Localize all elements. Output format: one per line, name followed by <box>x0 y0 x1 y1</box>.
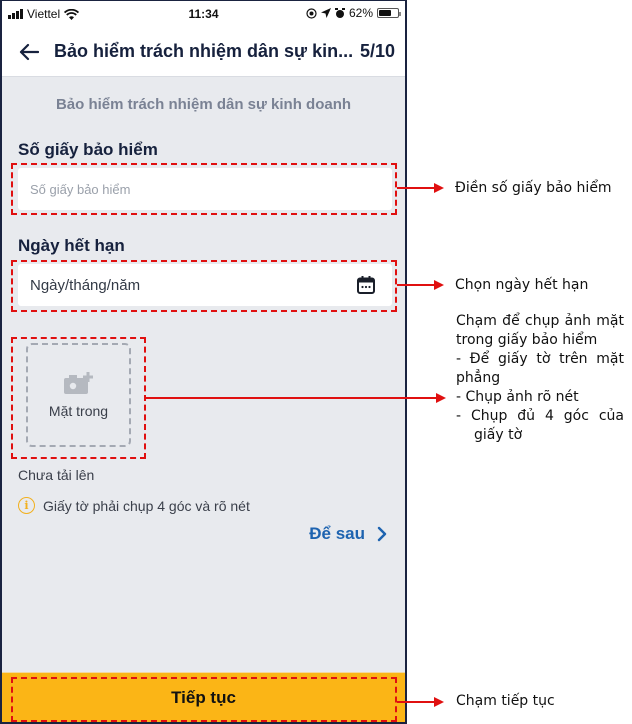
arrow-head-icon <box>436 393 446 403</box>
battery-icon <box>377 8 399 18</box>
later-label: Để sau <box>309 524 365 543</box>
arrow-line <box>397 187 435 189</box>
step-counter: 5/10 <box>359 41 395 61</box>
annotation-policy-number: Điền số giấy bảo hiểm <box>455 180 612 196</box>
camera-add-icon <box>63 371 95 395</box>
lock-rotation-icon <box>306 8 317 19</box>
expiry-date-field[interactable] <box>18 264 392 306</box>
policy-number-field[interactable] <box>18 168 392 210</box>
policy-number-input[interactable] <box>30 181 392 197</box>
arrow-line <box>397 284 435 286</box>
arrow-left-icon <box>19 43 39 61</box>
chevron-right-icon <box>377 526 387 542</box>
calendar-icon[interactable] <box>356 275 376 295</box>
expiry-date-label: Ngày hết hạn <box>18 236 125 255</box>
annotation-upload-line: - Chụp đủ 4 góc của giấy tờ <box>456 408 624 443</box>
annotation-expiry-date: Chọn ngày hết hạn <box>455 277 589 293</box>
arrow-line <box>397 701 435 703</box>
annotation-upload <box>456 312 624 445</box>
battery-percent: 62% <box>348 6 373 20</box>
status-time: 11:34 <box>188 7 219 21</box>
later-button[interactable] <box>309 524 387 544</box>
hint-text: Giấy tờ phải chụp 4 góc và rõ nét <box>43 497 250 514</box>
annotation-upload-line: Chạm để chụp ảnh mặt trong giấy bảo hiểm <box>456 313 624 348</box>
carrier-label: Viettel <box>27 7 61 21</box>
status-bar <box>2 1 405 27</box>
nav-bar <box>2 27 405 77</box>
arrow-head-icon <box>434 280 444 290</box>
continue-button[interactable]: Tiếp tục <box>2 672 405 722</box>
info-icon: i <box>18 497 35 514</box>
arrow-line <box>146 397 437 399</box>
policy-number-label: Số giấy bảo hiểm <box>18 140 158 159</box>
upload-label: Mặt trong <box>48 403 109 419</box>
arrow-head-icon <box>434 697 444 707</box>
expiry-date-input[interactable] <box>30 277 392 293</box>
annotation-upload-line: - Để giấy tờ trên mặt phẳng <box>456 351 624 386</box>
arrow-head-icon <box>434 183 444 193</box>
annotation-upload-line: - Chụp ảnh rõ nét <box>456 389 579 405</box>
page-title: Bảo hiểm trách nhiệm dân sự kin... <box>54 41 354 61</box>
upload-status: Chưa tải lên <box>18 467 95 483</box>
alarm-icon <box>335 8 345 19</box>
back-button[interactable] <box>16 39 42 65</box>
annotation-continue: Chạm tiếp tục <box>456 693 555 709</box>
photo-hint <box>18 497 250 514</box>
location-icon <box>321 8 331 18</box>
upload-inner-side-button[interactable] <box>26 343 131 447</box>
section-title: Bảo hiểm trách nhiệm dân sự kinh doanh <box>55 96 352 113</box>
